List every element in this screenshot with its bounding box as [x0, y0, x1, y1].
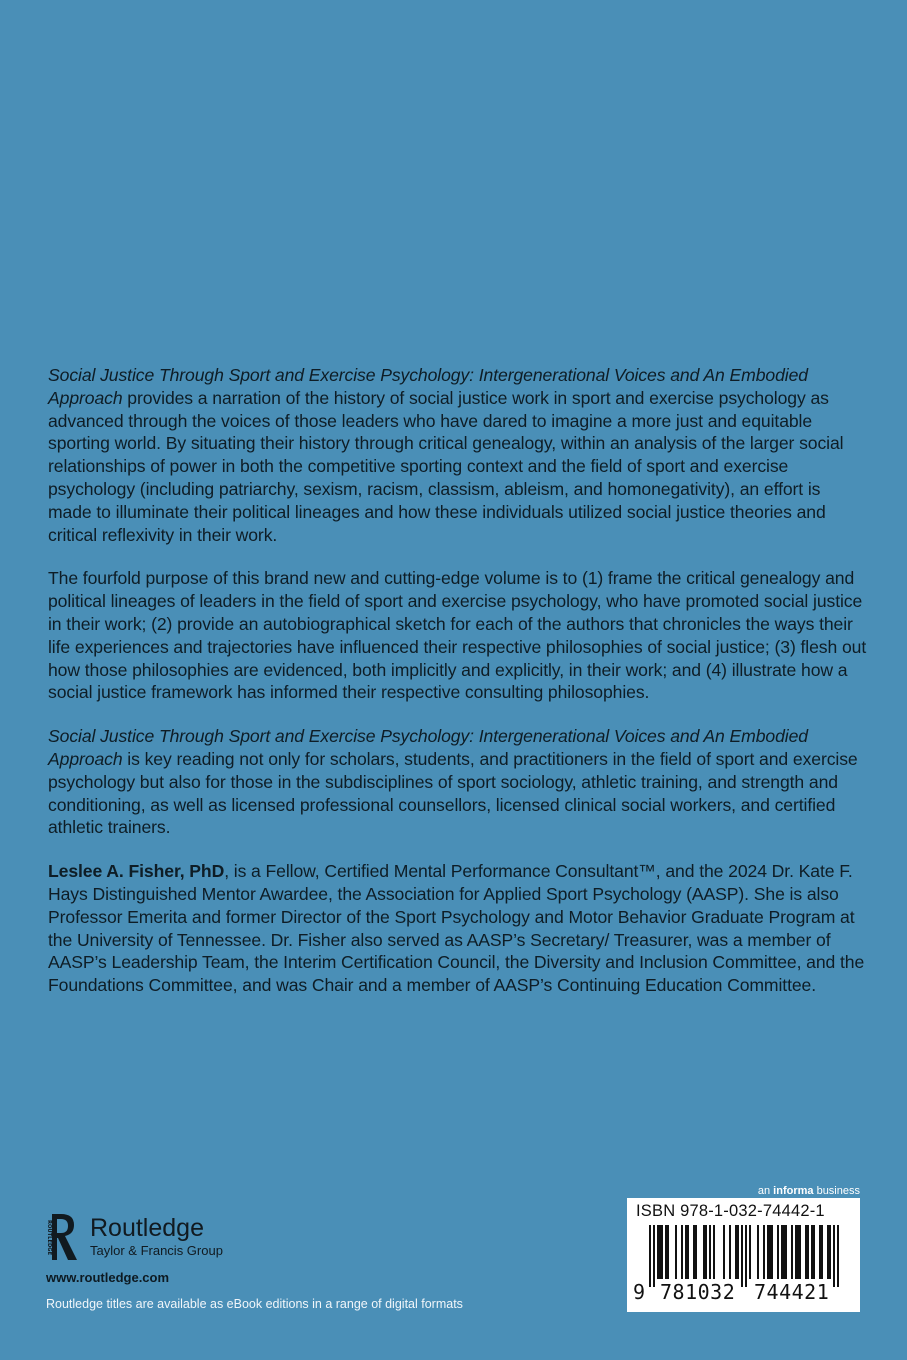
barcode-digits-right: 744421 [754, 1280, 830, 1304]
barcode-bar [737, 1225, 739, 1279]
barcode-bar [695, 1225, 697, 1279]
informa-business-line [0, 1185, 860, 1197]
barcode-bar [829, 1225, 831, 1279]
barcode-bar [813, 1225, 815, 1279]
barcode-bar [799, 1225, 801, 1279]
barcode-bar [729, 1225, 731, 1279]
barcode-bar [705, 1225, 707, 1279]
barcode-bar [757, 1225, 759, 1279]
barcode-bar [735, 1225, 737, 1279]
barcode-bar [777, 1225, 779, 1279]
barcode-bar [653, 1225, 655, 1287]
author-name: Leslee A. Fisher, PhD [48, 861, 225, 882]
barcode-bar [797, 1225, 799, 1279]
barcode-bar [703, 1225, 705, 1279]
author-bio-text: , is a Fellow, Certified Mental Performance Consultant™, and the 2024 Dr. Kate F. Hays Distinguished Mentor Awardee, the Association for Applied Sport Psychology (AASP). She is also Professor Emerita and former Director of the Sport Psychology and Motor Behavior Graduate Program at the University of Tennessee. Dr. Fisher also served as AASP’s Secretary/ Treasurer, was a member of AASP’s Leadership Team, the Interim Certification Council, the Diversity and Inclusion Committee, and the Foundations Committee, and was Chair and a member of AASP’s Continuing Education Committee. [48, 861, 865, 996]
barcode-bar [795, 1225, 797, 1279]
barcode-bar [713, 1225, 715, 1279]
publisher-website[interactable]: www.routledge.com [46, 1270, 170, 1285]
barcode-bar [807, 1225, 809, 1279]
barcode-bar [659, 1225, 661, 1279]
isbn-label: ISBN 978-1-032-74442-1 [636, 1202, 825, 1220]
book-title: Social Justice Through Sport and Exercise Psychology: Intergenerational Voices and An Embodied Approach [48, 726, 808, 769]
barcode-bar [791, 1225, 793, 1279]
routledge-logo-icon [46, 1212, 80, 1264]
barcode-bar [649, 1225, 651, 1287]
barcode-bar [785, 1225, 787, 1279]
barcode-bar [687, 1225, 689, 1279]
publisher-logo [46, 1212, 266, 1264]
purpose-text: The fourfold purpose of this brand new and cutting-edge volume is to (1) frame the critical genealogy and political lineages of leaders in the field of sport and exercise psychology, who have promoted social justice in their work; (2) provide an autobiographical sketch for each of the authors that chronicles the ways their life experiences and trajectories have influenced their respective philosophies of social justice; (3) flesh out how those philosophies are evidenced, both implicitly and explicitly, in their work; and (4) illustrate how a social justice framework has informed their respective consulting philosophies. [48, 568, 867, 703]
barcode-bar [837, 1225, 839, 1287]
barcode-bar [749, 1225, 751, 1279]
barcode-bar [741, 1225, 743, 1287]
barcode-bar [675, 1225, 677, 1279]
informa-brand: informa [773, 1185, 814, 1197]
purpose-paragraph [48, 567, 868, 704]
description-text: provides a narration of the history of social justice work in sport and exercise psychology as advanced through the voices of those leaders who have dared to imagine a more just and equitable sporting world. By situating their history through critical genealogy, within an analysis of the larger social relationships of power in both the competitive sporting context and the field of sport and exercise psychology (including patriarchy, sexism, racism, classism, ableism, and homonegativity), an effort is made to illuminate their political lineages and how these individuals utilized social justice theories and critical reflexivity in their work. [48, 387, 844, 545]
barcode-bar [709, 1225, 711, 1279]
publisher-group: Taylor & Francis Group [90, 1243, 223, 1258]
barcode-box [627, 1198, 860, 1312]
barcode-bar [821, 1225, 823, 1279]
barcode-bar [833, 1225, 835, 1287]
back-cover-blurb [48, 364, 868, 1018]
svg-text:ROUTLEDGE: ROUTLEDGE [46, 1220, 52, 1256]
barcode-bar [783, 1225, 785, 1279]
barcode-bar [693, 1225, 695, 1279]
ebook-note: Routledge titles are available as eBook editions in a range of digital formats [46, 1297, 463, 1311]
description-paragraph [48, 364, 868, 546]
barcode-bar [685, 1225, 687, 1279]
audience-paragraph [48, 725, 868, 839]
barcode-bar [805, 1225, 807, 1279]
barcode-bar [745, 1225, 747, 1287]
barcode-bar [665, 1225, 667, 1279]
barcode-bar [781, 1225, 783, 1279]
audience-text: is key reading not only for scholars, students, and practitioners in the field of sport and exercise psychology but also for those in the subdisciplines of sport sociology, athletic training, and strength and conditioning, as well as licensed professional counsellors, licensed clinical social workers, and certified athletic trainers. [48, 748, 858, 838]
barcode-bar [657, 1225, 659, 1279]
barcode-bar [771, 1225, 773, 1279]
barcode-digits-left: 781032 [660, 1280, 736, 1304]
barcode-bar [811, 1225, 813, 1279]
barcode-bar [769, 1225, 771, 1279]
barcode-bar [819, 1225, 821, 1279]
book-title: Social Justice Through Sport and Exercise Psychology: Intergenerational Voices and An Embodied Approach [48, 365, 808, 408]
barcode-bar [767, 1225, 769, 1279]
barcode-bar [681, 1225, 683, 1279]
barcode-bar [763, 1225, 765, 1279]
barcode-bar [723, 1225, 725, 1279]
author-bio-paragraph [48, 860, 868, 997]
publisher-name: Routledge [90, 1214, 204, 1242]
barcode-bar [661, 1225, 663, 1279]
informa-prefix: an [757, 1185, 774, 1197]
barcode-bar [827, 1225, 829, 1279]
barcode-digit-first: 9 [633, 1280, 646, 1304]
barcode-bar [667, 1225, 669, 1279]
informa-suffix: business [813, 1185, 860, 1197]
